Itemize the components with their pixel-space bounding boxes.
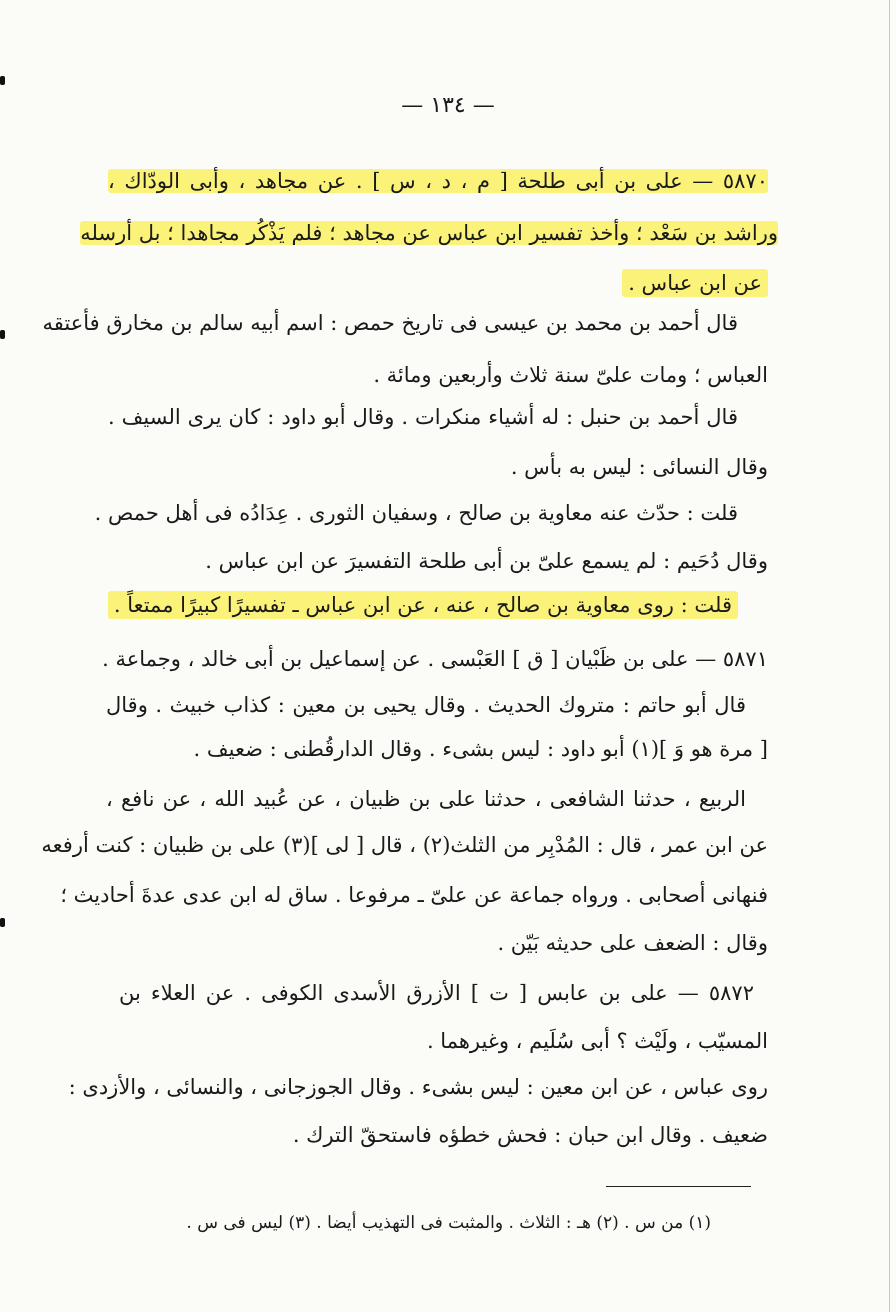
text-line: قلت : حدّث عنه معاوية بن صالح ، وسفيان الثورى . عِدَادُه فى أهل حمص . <box>94 501 738 525</box>
text-line: [ مرة هو وَ ](١) أبو داود : ليس بشىء . وقال الدارقُطنى : ضعيف . <box>193 737 768 761</box>
text-line: قال أحمد بن محمد بن عيسى فى تاريخ حمص : اسم أبيه سالم بن مخارق فأعتقه <box>42 311 738 335</box>
text-line <box>108 166 768 196</box>
text-line: ٥٨٧٢ — على بن عابس [ ت ] الأزرق الأسدى الكوفى . عن العلاء بن <box>119 981 754 1005</box>
highlighted-text: ٥٨٧٠ — على بن أبى طلحة [ م ، د ، س ] . عن مجاهد ، وأبى الودّاك ، <box>108 169 768 193</box>
footnotes: (١) من س . (٢) هـ : الثلاث . والمثبت فى التهذيب أيضا . (٣) ليس فى س . <box>186 1213 711 1233</box>
binding-mark <box>0 330 5 339</box>
footnote-rule <box>606 1186 751 1187</box>
text-line: وقال دُحَيم : لم يسمع علىّ بن أبى طلحة التفسيرَ عن ابن عباس . <box>205 549 768 573</box>
text-line: وقال النسائى : ليس به بأس . <box>510 455 768 479</box>
text-line <box>108 268 768 298</box>
binding-mark <box>0 918 5 927</box>
highlighted-text: عن ابن عباس . <box>622 269 768 297</box>
text-line: روى عباس ، عن ابن معين : ليس بشىء . وقال الجوزجانى ، والنسائى ، والأزدى : <box>68 1075 768 1099</box>
highlighted-text: قلت : روى معاوية بن صالح ، عنه ، عن ابن عباس ـ تفسيرًا كبيرًا ممتعاً . <box>108 591 738 619</box>
highlighted-text: وراشد بن سَعْد ؛ وأخذ تفسير ابن عباس عن مجاهد ؛ فلم يَذْكُر مجاهدا ؛ بل أرسله <box>80 221 778 245</box>
text-line: الربيع ، حدثنا الشافعى ، حدثنا على بن ظبيان ، عن عُبيد الله ، عن نافع ، <box>106 787 746 811</box>
text-line: قال أبو حاتم : متروك الحديث . وقال يحيى بن معين : كذاب خبيث . وقال <box>106 693 746 717</box>
text-line <box>108 590 738 620</box>
text-line: وقال : الضعف على حديثه بَيّن . <box>497 931 768 955</box>
binding-mark <box>0 76 5 85</box>
text-line: المسيّب ، ولَيْث ؟ أبى سُلَيم ، وغيرهما . <box>426 1029 768 1053</box>
text-line: فنهانى أصحابى . ورواه جماعة عن علىّ ـ مرفوعا . ساق له ابن عدى عدةَ أحاديث ؛ <box>60 883 768 907</box>
text-line: ٥٨٧١ — على بن ظَبْيان [ ق ] العَبْسى . عن إسماعيل بن أبى خالد ، وجماعة . <box>102 647 768 671</box>
text-line: العباس ؛ ومات علىّ سنة ثلاث وأربعين ومائة . <box>373 363 768 387</box>
page-edge-line <box>889 0 890 1312</box>
text-line: ضعيف . وقال ابن حبان : فحش خطؤه فاستحقّ الترك . <box>292 1123 768 1147</box>
text-line <box>80 218 778 248</box>
text-line: عن ابن عمر ، قال : المُدْبِر من الثلث(٢) ، قال [ لى ](٣) على بن ظبيان : كنت أرفعه <box>41 833 768 857</box>
page-number: — ١٣٤ — <box>401 93 495 118</box>
text-line: قال أحمد بن حنبل : له أشياء منكرات . وقال أبو داود : كان يرى السيف . <box>108 405 738 429</box>
